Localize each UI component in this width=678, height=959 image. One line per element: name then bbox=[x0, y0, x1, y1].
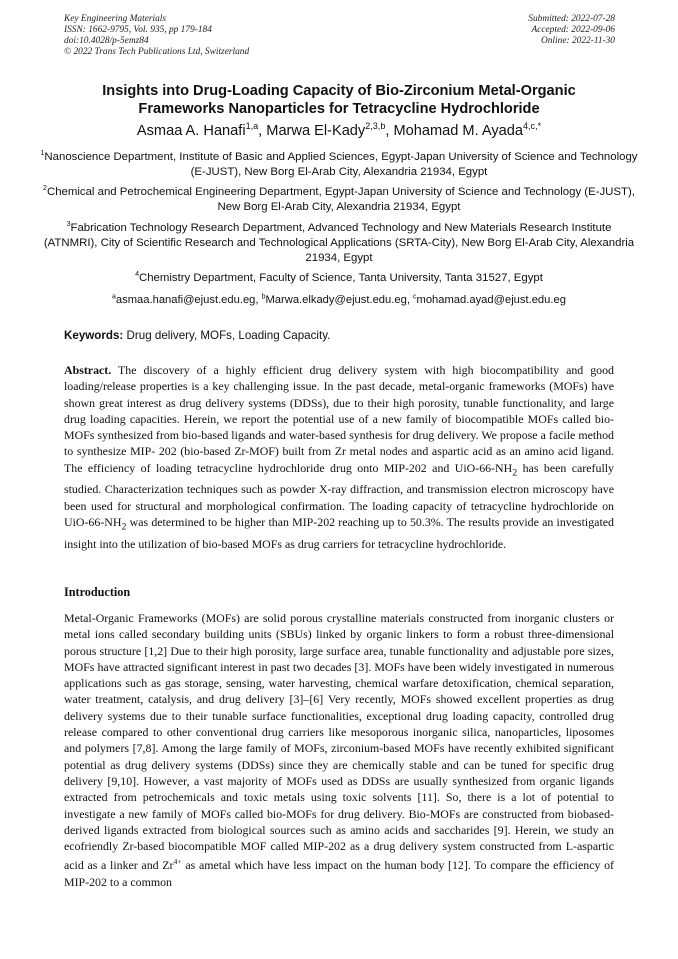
title-line-1: Insights into Drug-Loading Capacity of Bio-Zirconium Metal-Organic bbox=[102, 83, 576, 99]
affiliation-marker: 3 bbox=[66, 221, 71, 229]
accepted-date: Accepted: 2022-09-06 bbox=[531, 25, 615, 35]
journal-header-left bbox=[64, 14, 249, 58]
journal-header-right bbox=[528, 14, 615, 47]
abstract bbox=[64, 362, 614, 552]
introduction-text: as ametal which have less impact on the human body [12]. To compare the efficiency of MIP-202 to a common bbox=[64, 858, 614, 889]
introduction-text: Metal-Organic Frameworks (MOFs) are solid porous crystalline materials constructed from inorganic clusters or metal ions called secondary building units (SBUs) linked by organic linkers to form a robust three-dimensional porous structure [1,2] Due to their high porosity, large surface area, tunable functionality and adjustable pore sizes, MOFs have attracted significant interest in past two decades [3]. MOFs have been widely investigated in numerous applications such as gas storage, sensing, water harvesting, chemical warfare detoxification, chemical separation, water treatment, catalysis, and drug delivery [3]–[6] Very recently, MOFs showed excellent properties as drug delivery systems due to their tunable surface functionalities, exceptional drug loading capacity, controlled drug release compared to other conventional drug carriers like mesoporous inorganic silica, nanoparticles, liposomes and polymers [7,8]. Among the large family of MOFs, zirconium-based MOFs have recently exhibited significant potential as drug delivery systems (DDSs) since they are chemically stable and can be tuned for specific drug delivery [9,10]. However, a vast majority of MOFs used as DDSs are usually synthesized from organic ligands extracted from petrochemicals and toxic metals using toxic solvents [11]. So, there is a lot of potential to investigate a new family of MOFs called bio-MOFs for drug delivery. Bio-MOFs are constructed from biobased-derived ligands extracted from biological sources such as amino acids and saccharides [9]. Herein, we study an ecofriendly Zr-based biocompatible MOF called MIP-202 as a drug delivery system constructed from L-aspartic acid as a linker and Zr bbox=[64, 611, 614, 873]
author-emails: $^a$asmaa.hanafi@ejust.edu.eg, $^b$Marwa.elkady@ejust.edu.eg, $^c$mohamad.ayad@ejust.edu.eg bbox=[112, 293, 566, 306]
author-name: Mohamad M. Ayada bbox=[393, 123, 523, 139]
affiliation bbox=[40, 185, 638, 215]
abstract-text: was determined to be higher than MIP-202 reaching up to 50.3%. The results provide an investigated insight into the utilization of bio-based MOFs as drug carriers for tetracycline hydrochloride. bbox=[64, 515, 614, 551]
copyright: © 2022 Trans Tech Publications Ltd, Switzerland bbox=[64, 47, 250, 57]
affiliation-marker: 2 bbox=[43, 185, 47, 193]
affiliation bbox=[40, 271, 638, 286]
affiliation-text: Nanoscience Department, Institute of Basic and Applied Sciences, Egypt-Japan University of Science and Technology (E-JUST), New Borg El-Arab City, Alexandria 21934, Egypt bbox=[44, 151, 638, 178]
affiliation-text: Chemical and Petrochemical Engineering Department, Egypt-Japan University of Science and Technology (E-JUST), New Borg El-Arab City, Alexandria 21934, Egypt bbox=[46, 186, 635, 213]
abstract-label: Abstract. bbox=[64, 363, 112, 377]
keywords bbox=[64, 329, 330, 343]
author-affil-marker: 2,3,b bbox=[365, 121, 386, 132]
author-name: Asmaa A. Hanafi bbox=[136, 123, 246, 139]
email-link[interactable]: asmaa.hanafi@ejust.edu.eg bbox=[115, 294, 256, 306]
email-link[interactable]: mohamad.ayad@ejust.edu.eg bbox=[416, 294, 566, 306]
abstract-text: has been carefully studied. Characterization techniques such as powder X-ray diffraction, and transmission electron microscopy have been used for structural and morphological confirmation. The loading capacity of tetracycline hydrochloride on UiO-66-NH bbox=[64, 460, 614, 530]
email-marker: b bbox=[261, 293, 266, 301]
keywords-label: Keywords: bbox=[64, 329, 124, 342]
doi[interactable]: doi:10.4028/p-5emz84 bbox=[64, 36, 149, 46]
paper-title bbox=[40, 83, 638, 118]
abstract-text: The discovery of a highly efficient drug delivery system with high biocompatibility and good loading/release properties is a key challenging issue. In the past decade, metal-organic frameworks (MOFs) have shown great interest as drug delivery systems (DDSs), due to their high porosity, tunable functionality, and large drug loading capacities. Herein, we report the potential use of a new family of biocompatible MOFs called bio-MOFs synthesized from bio-based ligands and water-based synthesis for drug delivery. We propose a facile method to synthesize MIP- 202 (bio-based Zr-MOF) built from Zr metal nodes and aspartic acid as an amino acid ligand. The efficiency of loading tetracycline hydrochloride drug onto MIP-202 and UiO-66-NH bbox=[64, 363, 614, 475]
subscript: 2 bbox=[121, 521, 127, 533]
affiliation bbox=[40, 150, 638, 180]
journal-name: Key Engineering Materials bbox=[64, 14, 167, 24]
section-heading-introduction: Introduction bbox=[64, 585, 131, 599]
online-date: Online: 2022-11-30 bbox=[540, 36, 615, 46]
author-affil-marker: 1,a bbox=[245, 121, 259, 132]
affiliation-marker: 1 bbox=[40, 150, 45, 158]
email-marker: c bbox=[413, 293, 417, 301]
affiliation-marker: 4 bbox=[135, 271, 139, 279]
affiliation-text: Chemistry Department, Faculty of Science, Tanta University, Tanta 31527, Egypt bbox=[138, 272, 543, 284]
affiliation-text: Fabrication Technology Research Department, Advanced Technology and New Materials Research Institute (ATNMRI), City of Scientific Research and Technological Applications (SRTA-City), New Borg El-Arab City, Alexandria 21934, Egypt bbox=[43, 222, 635, 264]
subscript: 2 bbox=[512, 467, 518, 479]
author-affil-marker: 4,c,* bbox=[523, 121, 542, 132]
affiliation bbox=[40, 221, 638, 266]
title-line-2: Frameworks Nanoparticles for Tetracycline Hydrochloride bbox=[138, 100, 540, 117]
superscript: 4+ bbox=[173, 857, 182, 867]
email-link[interactable]: Marwa.elkady@ejust.edu.eg bbox=[265, 294, 407, 306]
keywords-text: Drug delivery, MOFs, Loading Capacity. bbox=[126, 329, 331, 342]
author-list: Asmaa A. Hanafi$^{1,a}$, Marwa El-Kady$^{2,3,b}$, Mohamad M. Ayada$^{4,c,*}$ bbox=[136, 121, 542, 139]
submitted-date: Submitted: 2022-07-28 bbox=[528, 14, 615, 24]
author-name: Marwa El-Kady bbox=[266, 123, 366, 139]
introduction-body bbox=[64, 610, 614, 890]
issn-volume: ISSN: 1662-9795, Vol. 935, pp 179-184 bbox=[64, 25, 212, 35]
email-marker: a bbox=[112, 293, 116, 301]
